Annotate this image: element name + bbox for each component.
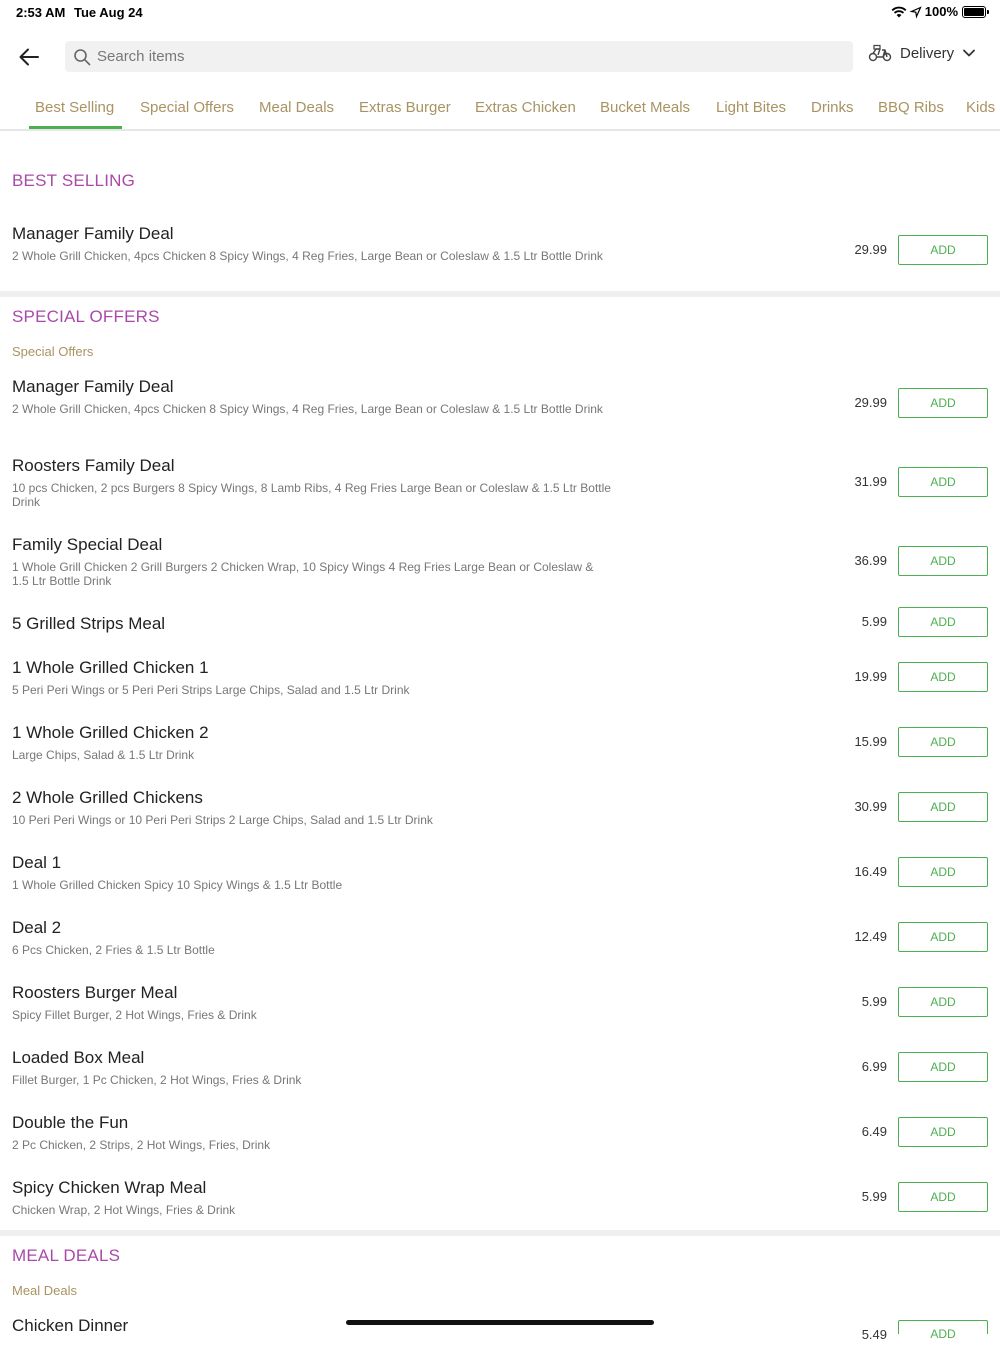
item-price: 5.99 xyxy=(861,614,887,629)
add-button[interactable]: ADD xyxy=(898,792,988,822)
item-name: Deal 2 xyxy=(12,918,62,937)
item-price: 5.99 xyxy=(861,1189,887,1204)
item-description: 10 Peri Peri Wings or 10 Peri Peri Strips 2 Large Chips, Salad and 1.5 Ltr Drink xyxy=(12,813,433,827)
tab-drinks[interactable]: Drinks xyxy=(811,99,854,116)
tab-light-bites[interactable]: Light Bites xyxy=(716,99,787,116)
header xyxy=(0,40,1000,72)
item-name: Manager Family Deal xyxy=(12,224,174,243)
item-price: 5.49 xyxy=(861,1327,887,1342)
tab-meal-deals[interactable]: Meal Deals xyxy=(259,99,335,116)
item-description: 1 Whole Grilled Chicken Spicy 10 Spicy Wings & 1.5 Ltr Bottle xyxy=(12,878,343,892)
arrow-left-icon xyxy=(19,48,39,66)
item-price: 16.49 xyxy=(854,864,887,879)
search-bar[interactable] xyxy=(65,41,853,72)
item-price: 31.99 xyxy=(854,474,887,489)
scooter-icon xyxy=(868,44,892,62)
item-description: 10 pcs Chicken, 2 pcs Burgers 8 Spicy Wings, 8 Lamb Ribs, 4 Reg Fries Large Bean or Coleslaw & 1.5 Ltr Bottle Drink xyxy=(12,481,611,509)
item-name: Loaded Box Meal xyxy=(12,1048,145,1067)
home-indicator xyxy=(346,1320,654,1325)
add-button[interactable]: ADD xyxy=(898,727,988,757)
item-description: 2 Whole Grill Chicken, 4pcs Chicken 8 Spicy Wings, 4 Reg Fries, Large Bean or Coleslaw & 1.5 Ltr Bottle Drink xyxy=(12,402,603,416)
wifi-icon xyxy=(891,6,907,18)
item-name: Deal 1 xyxy=(12,853,62,872)
section-divider xyxy=(0,291,1000,297)
add-button[interactable]: ADD xyxy=(898,546,988,576)
item-name: Roosters Family Deal xyxy=(12,456,175,475)
item-description: 5 Peri Peri Wings or 5 Peri Peri Strips Large Chips, Salad and 1.5 Ltr Drink xyxy=(12,683,410,697)
add-button[interactable]: ADD xyxy=(898,987,988,1017)
item-name: 1 Whole Grilled Chicken 2 xyxy=(12,723,209,742)
add-button[interactable]: ADD xyxy=(898,857,988,887)
back-button[interactable] xyxy=(16,44,42,70)
item-name: 1 Whole Grilled Chicken 1 xyxy=(12,658,209,677)
item-description: Large Chips, Salad & 1.5 Ltr Drink xyxy=(12,748,195,762)
add-button[interactable]: ADD xyxy=(898,662,988,692)
location-arrow-icon xyxy=(911,7,921,17)
status-bar xyxy=(0,0,1000,24)
chevron-down-icon xyxy=(962,48,976,58)
add-button[interactable]: ADD xyxy=(898,1320,988,1334)
section-divider xyxy=(0,1230,1000,1236)
item-description: 1 Whole Grill Chicken 2 Grill Burgers 2 Chicken Wrap, 10 Spicy Wings 4 Reg Fries Large Bean or Coleslaw & 1.5 Ltr Bottle Drink xyxy=(12,560,594,588)
section-title-special-offers: SPECIAL OFFERS xyxy=(12,307,160,326)
tab-extras-chicken[interactable]: Extras Chicken xyxy=(475,99,576,116)
item-name: Manager Family Deal xyxy=(12,377,174,396)
status-date: Tue Aug 24 xyxy=(74,5,143,20)
item-name: Roosters Burger Meal xyxy=(12,983,178,1002)
item-name: 5 Grilled Strips Meal xyxy=(12,614,166,633)
item-description: 2 Whole Grill Chicken, 4pcs Chicken 8 Spicy Wings, 4 Reg Fries, Large Bean or Coleslaw & 1.5 Ltr Bottle Drink xyxy=(12,249,603,263)
item-name: Spicy Chicken Wrap Meal xyxy=(12,1178,207,1197)
battery-percent: 100% xyxy=(924,4,958,19)
tab-best-selling[interactable]: Best Selling xyxy=(35,99,115,116)
tab-special-offers[interactable]: Special Offers xyxy=(140,99,234,116)
item-description: Chicken Wrap, 2 Hot Wings, Fries & Drink xyxy=(12,1203,236,1217)
active-tab-indicator xyxy=(29,126,122,129)
delivery-label: Delivery xyxy=(900,44,955,62)
add-button[interactable]: ADD xyxy=(898,1052,988,1082)
item-price: 5.99 xyxy=(861,994,887,1009)
item-description: Fillet Burger, 1 Pc Chicken, 2 Hot Wings, Fries & Drink xyxy=(12,1073,302,1087)
item-description: 6 Pcs Chicken, 2 Fries & 1.5 Ltr Bottle xyxy=(12,943,215,957)
item-price: 12.49 xyxy=(854,929,887,944)
add-button[interactable]: ADD xyxy=(898,1117,988,1147)
item-description: 2 Pc Chicken, 2 Strips, 2 Hot Wings, Fries, Drink xyxy=(12,1138,271,1152)
add-button[interactable]: ADD xyxy=(898,388,988,418)
status-time: 2:53 AM xyxy=(16,5,66,20)
item-description: Spicy Fillet Burger, 2 Hot Wings, Fries & Drink xyxy=(12,1008,257,1022)
item-price: 36.99 xyxy=(854,553,887,568)
delivery-selector[interactable] xyxy=(868,44,976,62)
section-title-best-selling: BEST SELLING xyxy=(12,171,136,190)
item-name: 2 Whole Grilled Chickens xyxy=(12,788,203,807)
item-name: Double the Fun xyxy=(12,1113,129,1132)
section-subtitle: Meal Deals xyxy=(12,1283,78,1298)
item-price: 29.99 xyxy=(854,395,887,410)
add-button[interactable]: ADD xyxy=(898,467,988,497)
item-price: 19.99 xyxy=(854,669,887,684)
search-input[interactable] xyxy=(97,48,797,65)
status-icons xyxy=(891,4,986,19)
section-title-meal-deals: MEAL DEALS xyxy=(12,1246,121,1265)
tab-extras-burger[interactable]: Extras Burger xyxy=(359,99,451,116)
search-icon xyxy=(73,48,91,66)
item-price: 6.49 xyxy=(861,1124,887,1139)
tab-bbq-ribs[interactable]: BBQ Ribs xyxy=(878,99,944,116)
add-button[interactable]: ADD xyxy=(898,922,988,952)
item-name: Family Special Deal xyxy=(12,535,163,554)
category-tabs xyxy=(0,90,1000,131)
add-button[interactable]: ADD xyxy=(898,607,988,637)
tab-bucket-meals[interactable]: Bucket Meals xyxy=(600,99,691,116)
battery-icon xyxy=(962,6,986,18)
tab-kids[interactable]: Kids xyxy=(966,99,996,116)
item-price: 15.99 xyxy=(854,734,887,749)
add-button[interactable]: ADD xyxy=(898,1182,988,1212)
item-name: Chicken Dinner xyxy=(12,1316,129,1335)
add-button[interactable]: ADD xyxy=(898,235,988,265)
item-price: 6.99 xyxy=(861,1059,887,1074)
item-price: 30.99 xyxy=(854,799,887,814)
section-subtitle: Special Offers xyxy=(12,344,94,359)
item-price: 29.99 xyxy=(854,242,887,257)
